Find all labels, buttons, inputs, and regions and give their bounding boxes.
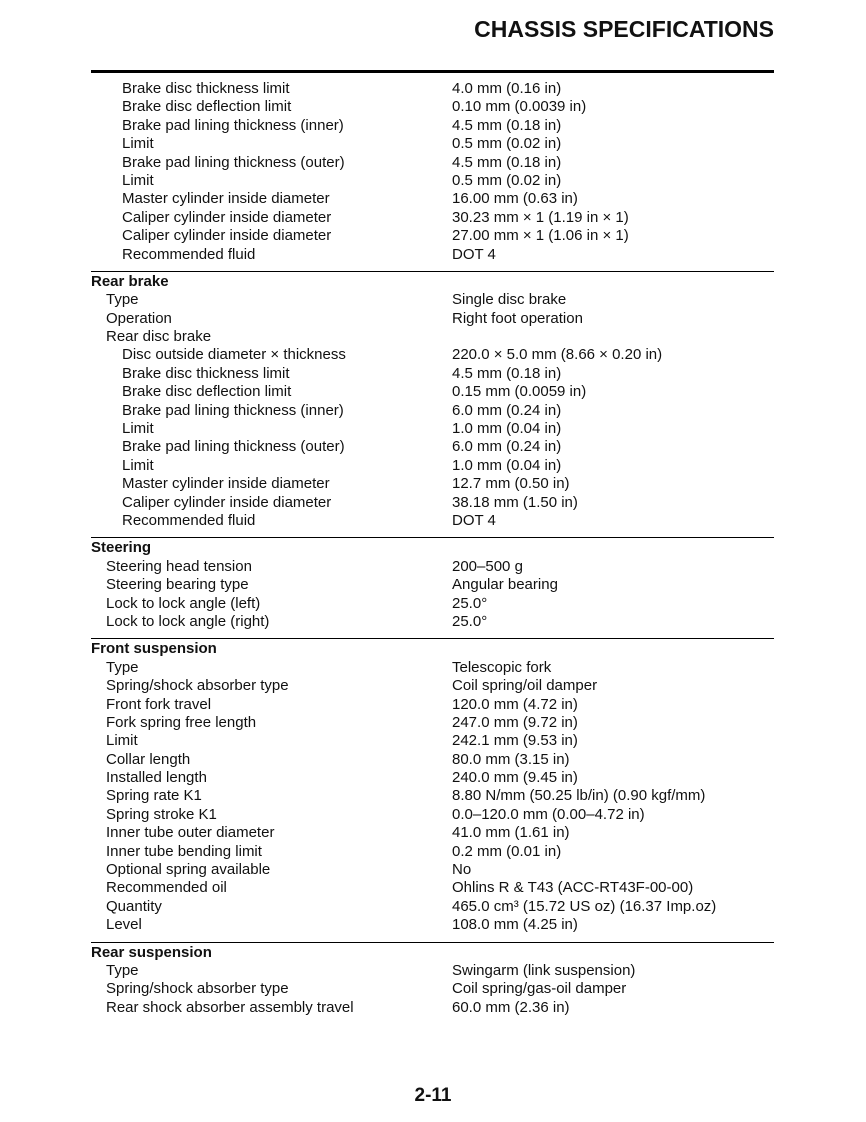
spec-section — [91, 942, 774, 1018]
spec-row — [91, 558, 774, 576]
spec-value: 60.0 mm (2.36 in) — [452, 998, 570, 1016]
spec-value: 1.0 mm (0.04 in) — [452, 456, 562, 474]
spec-row — [91, 751, 774, 769]
spec-row — [91, 916, 774, 934]
spec-label: Steering head tension — [106, 557, 252, 575]
spec-row — [91, 291, 774, 309]
spec-label: Recommended fluid — [122, 245, 256, 263]
spec-row — [91, 420, 774, 438]
spec-label: Brake disc deflection limit — [122, 383, 292, 401]
section-divider — [91, 942, 774, 943]
spec-label: Installed length — [106, 769, 207, 787]
spec-value: 38.18 mm (1.50 in) — [452, 493, 578, 511]
spec-row — [91, 346, 774, 364]
spec-label: Caliper cylinder inside diameter — [122, 208, 332, 226]
spec-value: 6.0 mm (0.24 in) — [452, 438, 562, 456]
spec-label: Caliper cylinder inside diameter — [122, 227, 332, 245]
spec-label: Collar length — [106, 750, 191, 768]
spec-row — [91, 365, 774, 383]
spec-row — [91, 227, 774, 245]
spec-label: Recommended oil — [106, 879, 227, 897]
spec-value: 25.0° — [452, 612, 488, 630]
spec-value: 4.5 mm (0.18 in) — [452, 364, 562, 382]
spec-label: Lock to lock angle (right) — [106, 612, 270, 630]
spec-row — [91, 861, 774, 879]
spec-label: Spring stroke K1 — [106, 805, 217, 823]
spec-section — [91, 271, 774, 530]
spec-row — [91, 613, 774, 631]
spec-label: Rear disc brake — [106, 328, 212, 346]
spec-row — [91, 209, 774, 227]
spec-value: Single disc brake — [452, 291, 567, 309]
spec-label: Brake disc thickness limit — [122, 80, 290, 97]
spec-row — [91, 512, 774, 530]
spec-label: Spring/shock absorber type — [106, 677, 289, 695]
spec-label: Limit — [122, 135, 154, 153]
spec-label: Lock to lock angle (left) — [106, 594, 261, 612]
spec-label: Spring rate K1 — [106, 787, 202, 805]
spec-label: Brake pad lining thickness (inner) — [122, 116, 344, 134]
spec-value — [452, 328, 774, 346]
spec-label: Master cylinder inside diameter — [122, 190, 330, 208]
spec-row — [91, 310, 774, 328]
spec-value: DOT 4 — [452, 245, 496, 263]
spec-value: No — [452, 861, 472, 879]
spec-value: DOT 4 — [452, 511, 496, 529]
spec-label: Rear shock absorber assembly travel — [106, 998, 354, 1016]
spec-row — [91, 576, 774, 594]
spec-label: Limit — [122, 420, 154, 438]
spec-value: Right foot operation — [452, 309, 583, 327]
spec-value: 25.0° — [452, 594, 488, 612]
spec-value: 1.0 mm (0.04 in) — [452, 420, 562, 438]
spec-value: Ohlins R & T43 (ACC-RT43F-00-00) — [452, 879, 694, 897]
spec-row — [91, 383, 774, 401]
spec-label: Operation — [106, 309, 172, 327]
section-heading: Steering — [91, 539, 152, 557]
spec-row — [91, 769, 774, 787]
spec-label: Brake pad lining thickness (outer) — [122, 153, 345, 171]
section-heading: Rear suspension — [91, 943, 212, 961]
spec-row — [91, 80, 774, 98]
spec-row — [91, 328, 774, 346]
spec-value: 465.0 cm³ (15.72 US oz) (16.37 Imp.oz) — [452, 897, 717, 915]
spec-label: Inner tube bending limit — [106, 842, 262, 860]
spec-row — [91, 438, 774, 456]
spec-label: Type — [106, 961, 139, 979]
spec-label: Brake pad lining thickness (inner) — [122, 401, 344, 419]
spec-label: Fork spring free length — [106, 713, 257, 731]
spec-value: 0.2 mm (0.01 in) — [452, 842, 562, 860]
spec-section — [91, 80, 774, 264]
page-number: 2-11 — [414, 1085, 452, 1106]
spec-row — [91, 246, 774, 264]
spec-label: Limit — [106, 732, 138, 750]
spec-value: Coil spring/oil damper — [452, 677, 598, 695]
spec-row — [91, 714, 774, 732]
spec-value: 8.80 N/mm (50.25 lb/in) (0.90 kgf/mm) — [452, 787, 706, 805]
spec-row — [91, 696, 774, 714]
spec-label: Caliper cylinder inside diameter — [122, 493, 332, 511]
section-divider — [91, 638, 774, 639]
spec-label: Limit — [122, 171, 154, 189]
spec-value: 120.0 mm (4.72 in) — [452, 695, 578, 713]
spec-row — [91, 475, 774, 493]
spec-row — [91, 843, 774, 861]
spec-label: Brake disc thickness limit — [122, 364, 290, 382]
spec-label: Brake pad lining thickness (outer) — [122, 438, 345, 456]
spec-row — [91, 659, 774, 677]
spec-section — [91, 537, 774, 631]
spec-row — [91, 190, 774, 208]
spec-row — [91, 677, 774, 695]
spec-row — [91, 172, 774, 190]
spec-label: Steering bearing type — [106, 576, 249, 594]
spec-label: Type — [106, 658, 139, 676]
spec-value: 41.0 mm (1.61 in) — [452, 824, 570, 842]
spec-value: 247.0 mm (9.72 in) — [452, 713, 578, 731]
spec-row — [91, 787, 774, 805]
page-title: CHASSIS SPECIFICATIONS — [474, 16, 774, 42]
spec-value: 0.5 mm (0.02 in) — [452, 135, 562, 153]
spec-section — [91, 638, 774, 934]
spec-label: Limit — [122, 456, 154, 474]
spec-label: Quantity — [106, 897, 162, 915]
spec-row — [91, 898, 774, 916]
spec-row — [91, 135, 774, 153]
spec-value: 200–500 g — [452, 557, 523, 575]
spec-label: Optional spring available — [106, 861, 271, 879]
section-heading: Front suspension — [91, 640, 217, 658]
spec-value: 0.5 mm (0.02 in) — [452, 171, 562, 189]
spec-value: 27.00 mm × 1 (1.06 in × 1) — [452, 227, 629, 245]
header-rule — [91, 70, 774, 73]
spec-row — [91, 980, 774, 998]
section-divider — [91, 271, 774, 272]
spec-value: Angular bearing — [452, 576, 558, 594]
spec-label: Spring/shock absorber type — [106, 980, 289, 998]
spec-value: 4.5 mm (0.18 in) — [452, 153, 562, 171]
spec-value: 16.00 mm (0.63 in) — [452, 190, 578, 208]
spec-row — [91, 962, 774, 980]
spec-row — [91, 154, 774, 172]
spec-label: Level — [106, 916, 142, 934]
spec-row — [91, 806, 774, 824]
spec-value: 240.0 mm (9.45 in) — [452, 769, 578, 787]
spec-value: 80.0 mm (3.15 in) — [452, 750, 570, 768]
spec-table — [91, 80, 774, 1017]
spec-row — [91, 824, 774, 842]
spec-value: 0.15 mm (0.0059 in) — [452, 383, 587, 401]
spec-value: Swingarm (link suspension) — [452, 961, 636, 979]
spec-label: Inner tube outer diameter — [106, 824, 275, 842]
spec-value: 242.1 mm (9.53 in) — [452, 732, 578, 750]
section-heading: Rear brake — [91, 272, 169, 290]
spec-value: 4.5 mm (0.18 in) — [452, 116, 562, 134]
spec-value: Telescopic fork — [452, 658, 552, 676]
spec-label: Recommended fluid — [122, 511, 256, 529]
section-divider — [91, 537, 774, 538]
spec-row — [91, 999, 774, 1017]
spec-row — [91, 494, 774, 512]
spec-label: Front fork travel — [106, 695, 212, 713]
spec-row — [91, 117, 774, 135]
spec-value: 220.0 × 5.0 mm (8.66 × 0.20 in) — [452, 346, 663, 364]
spec-row — [91, 457, 774, 475]
spec-value: 0.0–120.0 mm (0.00–4.72 in) — [452, 805, 645, 823]
spec-label: Type — [106, 291, 139, 309]
spec-row — [91, 595, 774, 613]
spec-row — [91, 98, 774, 116]
spec-row — [91, 879, 774, 897]
spec-value: 12.7 mm (0.50 in) — [452, 475, 570, 493]
spec-value: 30.23 mm × 1 (1.19 in × 1) — [452, 208, 629, 226]
spec-value: 0.10 mm (0.0039 in) — [452, 98, 587, 116]
spec-label: Disc outside diameter × thickness — [122, 346, 346, 364]
spec-row — [91, 402, 774, 420]
spec-label: Brake disc deflection limit — [122, 98, 292, 116]
spec-value: 108.0 mm (4.25 in) — [452, 916, 578, 934]
spec-value: 6.0 mm (0.24 in) — [452, 401, 562, 419]
spec-value: 4.0 mm (0.16 in) — [452, 80, 562, 97]
spec-label: Master cylinder inside diameter — [122, 475, 330, 493]
spec-value: Coil spring/gas-oil damper — [452, 980, 627, 998]
spec-row — [91, 732, 774, 750]
